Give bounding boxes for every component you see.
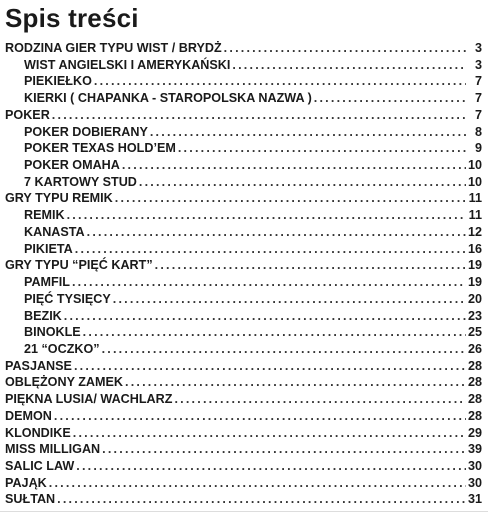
toc-entry-label: PIĘKNA LUSIA/ WACHLARZ [5,392,173,407]
dot-leader [102,342,466,356]
toc-page-number: 10 [467,158,482,173]
toc-page-number: 19 [467,275,482,290]
dot-leader [87,225,466,239]
page-title: Spis treści [5,3,139,33]
toc-entry-label: WIST ANGIELSKI I AMERYKAŃSKI [24,57,231,72]
dot-leader [150,125,466,139]
toc-entry-label: 21 “OCZKO” [24,341,100,356]
toc-entry-label: POKER OMAHA [24,158,120,173]
dot-leader [155,258,466,272]
toc-subsection-entry[interactable] [0,242,488,259]
dot-leader [75,242,466,256]
toc-subsection-entry[interactable] [0,292,488,309]
dot-leader [174,392,466,406]
dot-leader [102,442,466,456]
toc-section-entry[interactable] [0,359,488,376]
toc-page-number: 11 [468,208,482,223]
toc-page-number: 30 [467,458,482,473]
dot-leader [113,292,466,306]
dot-leader [178,141,466,155]
toc-subsection-entry[interactable] [0,325,488,342]
toc-page-number: 3 [474,57,482,72]
toc-entry-label: KIERKI ( CHAPANKA - STAROPOLSKA NAZWA ) [24,91,312,106]
toc-page-number: 7 [474,91,482,106]
toc-page-number: 8 [474,124,482,139]
toc-entry-label: GRY TYPU REMIK [5,191,113,206]
toc-page-number: 28 [467,375,482,390]
toc-entry-label: REMIK [24,208,65,223]
dot-leader [73,426,466,440]
toc-section-entry[interactable] [0,191,488,208]
toc-section-entry[interactable] [0,392,488,409]
toc-subsection-entry[interactable] [0,275,488,292]
toc-entry-label: PAJĄK [5,475,47,490]
toc-entry-label: KANASTA [24,224,85,239]
toc-entry-label: PIEKIEŁKO [24,74,92,89]
toc-page-number: 23 [467,308,482,323]
toc-subsection-entry[interactable] [0,342,488,359]
toc-entry-label: MISS MILLIGAN [5,442,101,457]
toc-page-number: 19 [467,258,482,273]
dot-leader [76,459,466,473]
toc-page-number: 39 [467,442,482,457]
dot-leader [224,41,466,55]
toc-entry-label: POKER DOBIERANY [24,124,148,139]
toc-subsection-entry[interactable] [0,58,488,75]
toc-subsection-entry[interactable] [0,74,488,91]
toc-entry-label: RODZINA GIER TYPU WIST / BRYDŻ [5,41,222,55]
toc-entry-label: PIKIETA [24,241,73,256]
toc-page-number: 3 [474,41,482,55]
toc-section-entry[interactable] [0,258,488,275]
toc-section-entry[interactable] [0,108,488,125]
toc-entry-label: POKER [5,107,50,122]
toc-subsection-entry[interactable] [0,309,488,326]
toc-section-entry[interactable] [0,492,488,509]
toc-entry-label: GRY TYPU “PIĘĆ KART” [5,258,153,273]
dot-leader [57,492,466,506]
table-of-contents [0,41,488,509]
dot-leader [122,158,466,172]
dot-leader [49,476,466,490]
toc-subsection-entry[interactable] [0,91,488,108]
dot-leader [139,175,466,189]
toc-section-entry[interactable] [0,375,488,392]
toc-entry-label: 7 KARTOWY STUD [24,174,137,189]
dot-leader [67,208,466,222]
toc-entry-label: SUŁTAN [5,492,56,507]
toc-page-number: 16 [467,241,482,256]
dot-leader [115,191,466,205]
dot-leader [52,108,466,122]
toc-subsection-entry[interactable] [0,158,488,175]
dot-leader [74,359,466,373]
toc-entry-label: KLONDIKE [5,425,71,440]
toc-section-entry[interactable] [0,41,488,58]
dot-leader [232,58,466,72]
toc-entry-label: DEMON [5,408,52,423]
toc-page-number: 12 [467,224,482,239]
toc-entry-label: PAMFIL [24,275,70,290]
toc-section-entry[interactable] [0,459,488,476]
toc-section-entry[interactable] [0,442,488,459]
dot-leader [314,91,466,105]
toc-section-entry[interactable] [0,409,488,426]
toc-page-number: 25 [467,325,482,340]
toc-page-number: 28 [467,358,482,373]
dot-leader [83,325,466,339]
toc-subsection-entry[interactable] [0,208,488,225]
toc-page-number: 28 [467,392,482,407]
toc-subsection-entry[interactable] [0,125,488,142]
toc-page-number: 26 [467,341,482,356]
toc-section-entry[interactable] [0,476,488,493]
toc-page-number: 9 [474,141,482,156]
toc-page-number: 7 [474,74,482,89]
toc-page-number: 11 [468,191,482,206]
toc-entry-label: BEZIK [24,308,62,323]
toc-entry-label: POKER TEXAS HOLD’EM [24,141,176,156]
toc-entry-label: BINOKLE [24,325,81,340]
toc-entry-label: PIĘĆ TYSIĘCY [24,291,111,306]
toc-page-number: 31 [467,492,482,507]
toc-entry-label: OBLĘŻONY ZAMEK [5,375,124,390]
toc-page-number: 29 [467,425,482,440]
dot-leader [64,309,466,323]
dot-leader [72,275,466,289]
toc-page-number: 10 [467,174,482,189]
toc-entry-label: SALIC LAW [5,458,75,473]
dot-leader [94,74,466,88]
toc-page-number: 20 [467,291,482,306]
dot-leader [54,409,466,423]
toc-page-number: 7 [474,107,482,122]
toc-page-number: 28 [467,408,482,423]
toc-section-entry[interactable] [0,426,488,443]
dot-leader [125,375,466,389]
toc-subsection-entry[interactable] [0,225,488,242]
toc-page-number: 30 [467,475,482,490]
toc-entry-label: PASJANSE [5,358,72,373]
toc-subsection-entry[interactable] [0,175,488,192]
toc-subsection-entry[interactable] [0,141,488,158]
